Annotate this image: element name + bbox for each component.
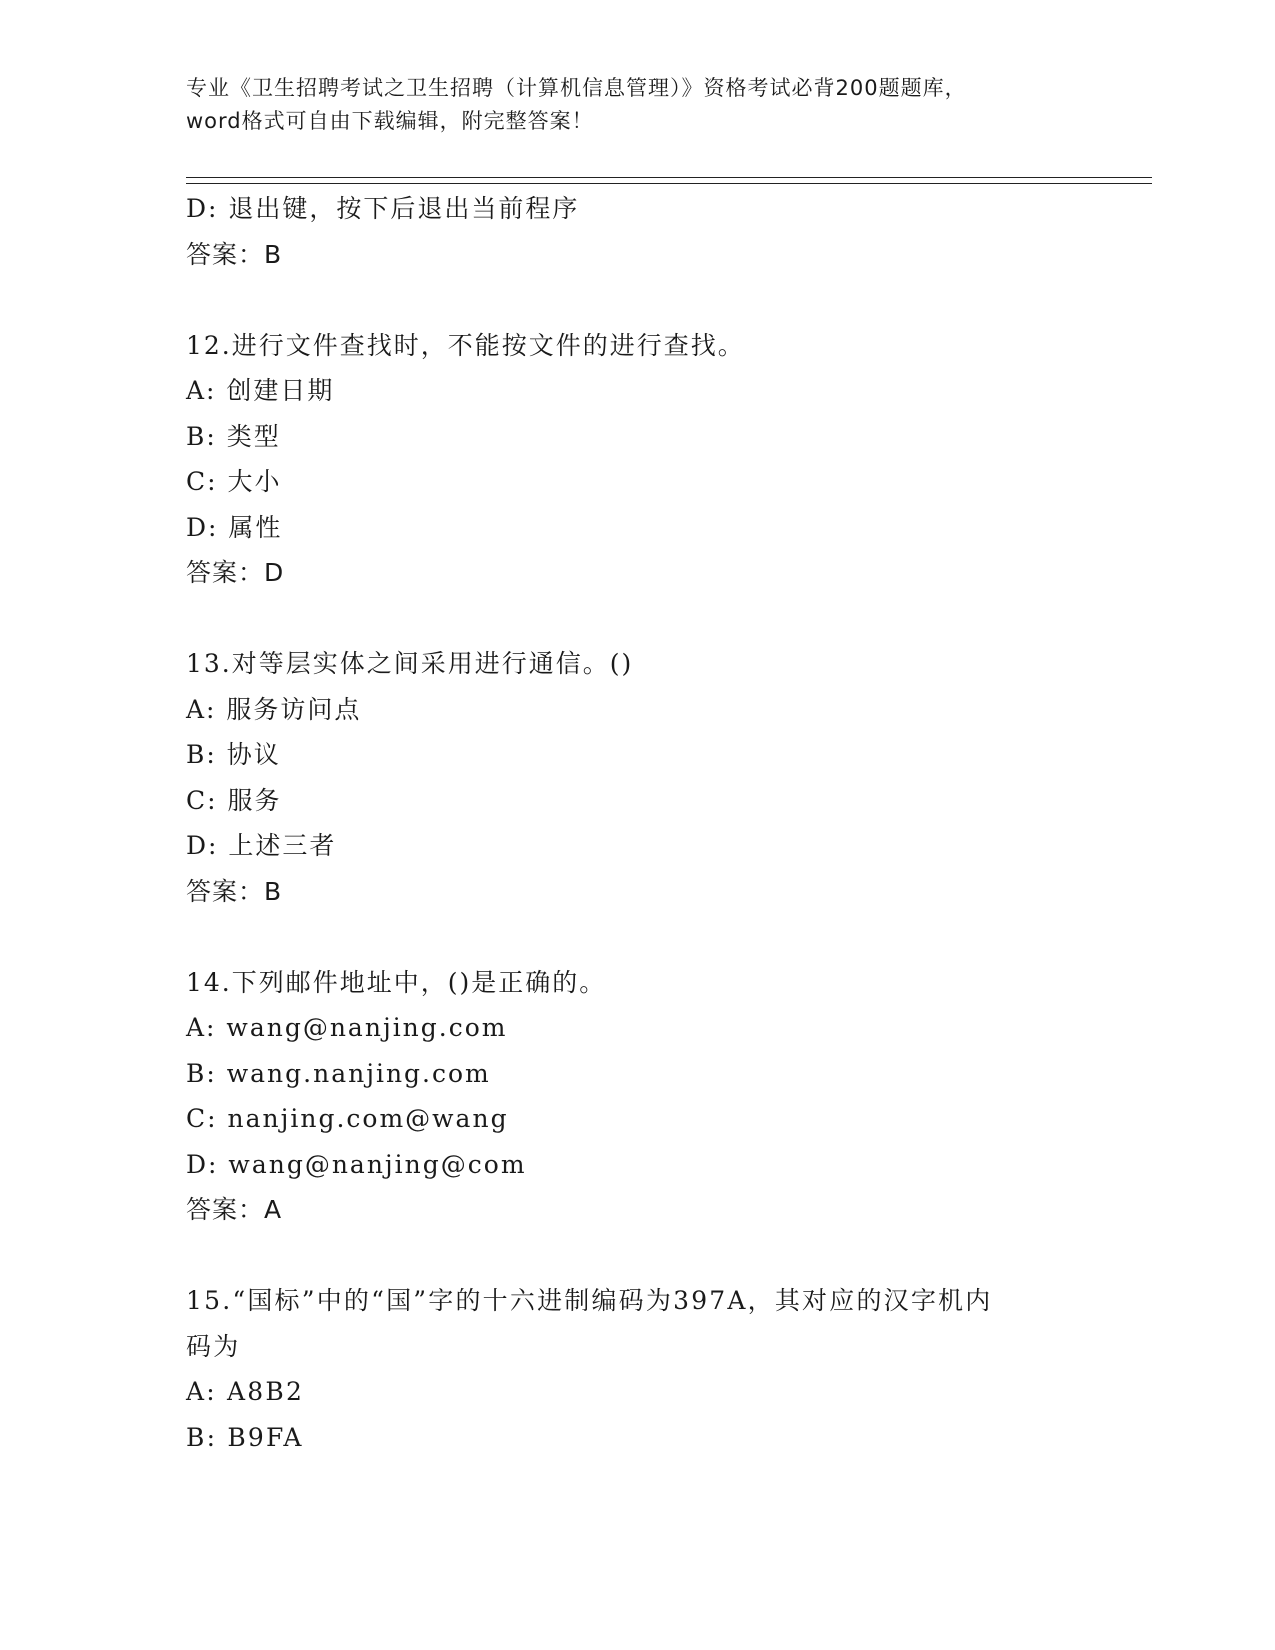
spacer <box>186 914 1146 960</box>
question-14 <box>186 960 1146 1233</box>
q12-stem: 12.进行文件查找时，不能按文件的进行查找。 <box>186 330 745 360</box>
spacer <box>186 596 1146 642</box>
q11-option-d: D: 退出键，按下后退出当前程序 <box>186 194 580 223</box>
header-divider-bottom <box>186 183 1152 184</box>
question-12 <box>186 323 1146 596</box>
q14-answer: 答案：A <box>186 1195 283 1224</box>
spacer <box>186 277 1146 323</box>
header-title-line-2: word格式可自由下载编辑，附完整答案！ <box>186 109 594 133</box>
header-title-line-1: 专业《卫生招聘考试之卫生招聘（计算机信息管理）》资格考试必背200题题库， <box>186 76 967 100</box>
question-13 <box>186 641 1146 914</box>
question-15 <box>186 1278 1146 1460</box>
q12-option-a: A: 创建日期 <box>186 376 335 405</box>
q13-option-c: C: 服务 <box>186 785 282 815</box>
q12-option-b: B: 类型 <box>186 421 281 451</box>
q11-answer: 答案：B <box>186 239 283 269</box>
q12-option-c: C: 大小 <box>186 467 282 496</box>
document-header <box>186 72 1086 138</box>
q13-option-a: A: 服务访问点 <box>186 694 362 724</box>
header-divider-top <box>186 177 1152 178</box>
question-list <box>186 186 1146 1460</box>
q14-option-b: B: wang.nanjing.com <box>186 1058 491 1088</box>
q12-answer: 答案：D <box>186 558 285 587</box>
q12-option-d: D: 属性 <box>186 512 283 542</box>
q15-option-a: A: A8B2 <box>186 1377 305 1406</box>
question-11-tail <box>186 186 1146 277</box>
spacer <box>186 1233 1146 1279</box>
q15-option-b: B: B9FA <box>186 1422 304 1452</box>
q15-stem-line-1: 15.“国标”中的“国”字的十六进制编码为397A，其对应的汉字机内 <box>186 1286 993 1315</box>
q13-option-b: B: 协议 <box>186 740 281 769</box>
q14-stem: 14.下列邮件地址中，()是正确的。 <box>186 967 607 997</box>
q13-option-d: D: 上述三者 <box>186 831 337 860</box>
q14-option-a: A: wang@nanjing.com <box>186 1013 508 1042</box>
q13-stem: 13.对等层实体之间采用进行通信。() <box>186 649 634 678</box>
q14-option-d: D: wang@nanjing@com <box>186 1149 527 1179</box>
q13-answer: 答案：B <box>186 876 283 906</box>
q15-stem-line-2: 码为 <box>186 1331 241 1361</box>
q14-option-c: C: nanjing.com@wang <box>186 1104 509 1133</box>
